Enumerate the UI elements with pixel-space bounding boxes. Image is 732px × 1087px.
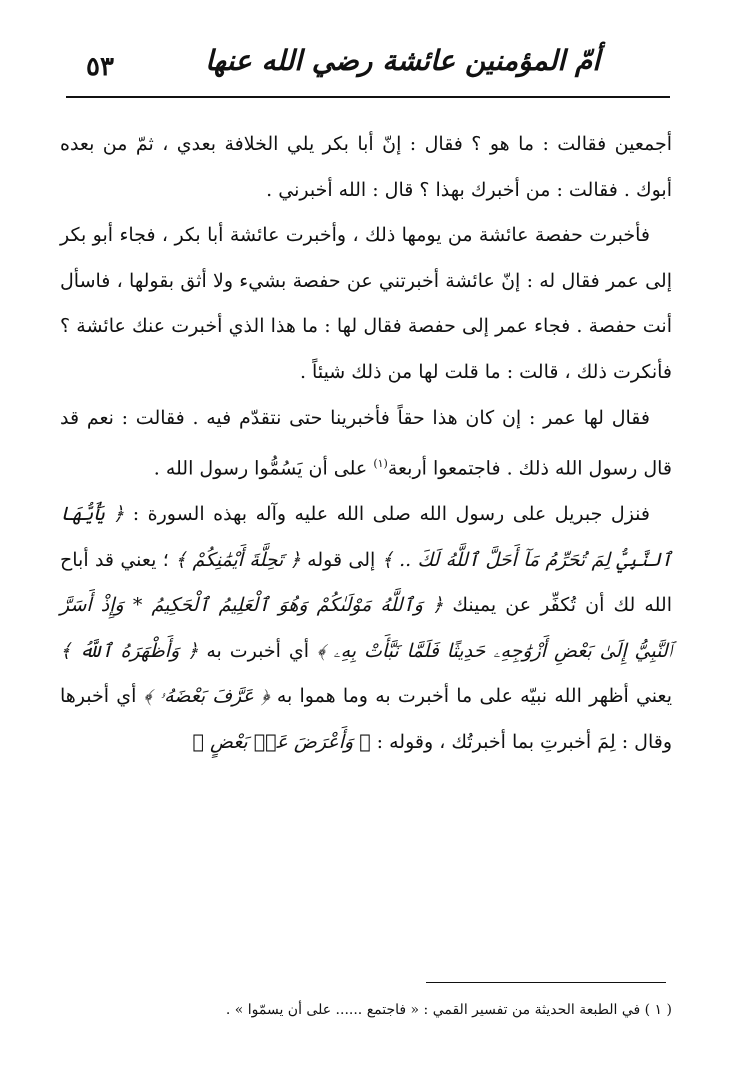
text-line: الله لك أن تُكفِّر عن يمينك bbox=[452, 594, 672, 617]
text-line: أجمعين فقالت : ما هو ؟ فقال : إنّ أبا بكر يلي الخلافة بعدي ، ثمّ من بعده bbox=[60, 133, 672, 155]
paragraph-1 bbox=[60, 122, 672, 213]
text-line: ؛ يعني قد أباح bbox=[60, 548, 169, 571]
page-header bbox=[66, 34, 670, 98]
quran-verse: ٱللَّهُ ﴾ bbox=[60, 639, 113, 662]
text-line: على أن يَسُمُّوا رسول الله . bbox=[153, 457, 368, 480]
quran-verse: ﴿ وَأَظْهَرَهُ bbox=[120, 639, 199, 662]
quran-verse: ﴿ تَحِلَّةَ أَيْمَٰنِكُمْ ﴾ bbox=[175, 548, 301, 571]
paragraph-2 bbox=[60, 213, 672, 395]
text-line: أخبرت عنك عائشة ؟ فأنكرت ذلك ، قالت : ما قلت لها من ذلك شيئاً . bbox=[60, 315, 672, 383]
quran-verse: لِمَ تُحَرِّمُ مَآ أَحَلَّ ٱللَّهُ لَكَ .. ﴾ bbox=[381, 548, 610, 571]
quran-verse: ﴿ وَأَعْرَضَ عَنۢ بَعْضٍ ﴾ bbox=[192, 731, 371, 754]
text-line: يعني أظهر الله نبيّه على ما أخبرت به وما هموا به bbox=[276, 685, 672, 708]
text-line: أي أخبرت به bbox=[206, 639, 309, 662]
text-line: فأخبرت حفصة عائشة من يومها ذلك ، وأخبرت عائشة أبا بكر ، فجاء bbox=[119, 224, 651, 247]
footnote-marker: (١) bbox=[373, 457, 388, 471]
text-line: فنزل جبريل على رسول الله صلى الله عليه وآله بهذه السورة : bbox=[132, 503, 650, 526]
page-number: ٥٣ bbox=[86, 52, 114, 82]
text-line: أبوك . فقالت : من أخبرك بهذا ؟ قال : الله أخبرني . bbox=[266, 178, 672, 201]
text-line: فقال لها عمر : إن كان هذا حقاً فأخبرينا حتى نتقدّم فيه . فقالت : نعم bbox=[86, 406, 650, 429]
text-line: إلى قوله bbox=[307, 548, 376, 571]
footnote: ( ١ ) في الطبعة الحديثة من تفسير القمي : « فاجتمع ...... على أن يسمّوا » . bbox=[225, 1002, 672, 1018]
quran-verse: ﴿ وَٱللَّهُ مَوْلَىٰكُمْ وَهُوَ ٱلْعَلِيمُ ٱلْحَكِيمُ * وَإِذْ أَسَرَّ bbox=[60, 594, 444, 617]
main-text bbox=[60, 122, 672, 766]
paragraph-4 bbox=[60, 492, 672, 766]
running-head: أمّ المؤمنين عائشة رضي الله عنها bbox=[205, 44, 600, 77]
quran-verse: ٱلنَّبِيُّ إِلَىٰ بَعْضِ أَزْوَٰجِهِۦ حَدِيثًا فَلَمَّا نَبَّأَتْ بِهِۦ ﴾ bbox=[316, 639, 672, 662]
paragraph-3 bbox=[60, 396, 672, 493]
text-line: قد قال رسول الله ذلك . فاجتمعوا أربعة bbox=[60, 406, 672, 480]
text-line: أبو بكر إلى عمر فقال له : إنّ عائشة أخبرتني عن حفصة بشيء ولا أثق bbox=[60, 224, 672, 292]
text-line: بقولها ، فاسأل أنت حفصة . فجاء عمر إلى حفصة فقال لها : ما هذا الذي bbox=[60, 269, 672, 338]
text-line: أي أخبرها وقال : لِمَ أخبرتِ بما أخبرتُك ، وقوله : bbox=[60, 685, 672, 754]
footnote-divider bbox=[426, 982, 666, 983]
quran-verse: ﴿ يَٰأَيُّهَا ٱلنَّبِيُّ bbox=[60, 503, 673, 571]
quran-verse: ﴿ عَرَّفَ بَعْضَهُۥ ﴾ bbox=[143, 685, 270, 708]
